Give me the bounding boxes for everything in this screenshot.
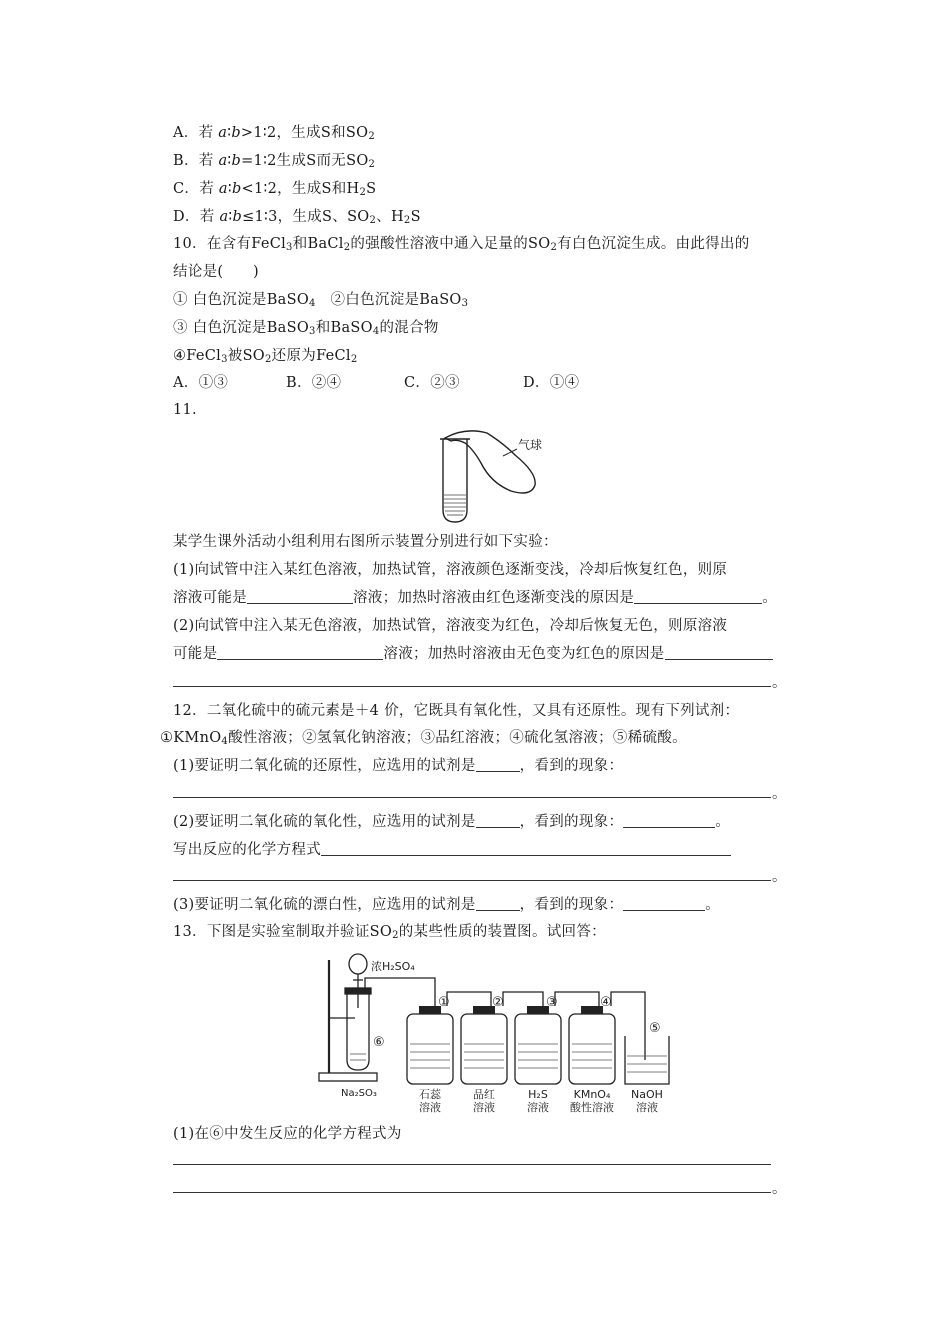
q12-equation-blank[interactable] bbox=[321, 841, 731, 856]
q12-phenomenon-line-1[interactable] bbox=[173, 797, 771, 798]
tube-liquid bbox=[444, 495, 466, 515]
flask-number: ⑥ bbox=[373, 1035, 385, 1050]
q10-option-a: A．①③ bbox=[173, 375, 229, 391]
q12-part2: (2)要证明二氧化硫的氧化性，应选用的试剂是 ，看到的现象： 。 bbox=[173, 814, 731, 830]
bottle-3 bbox=[515, 1014, 561, 1084]
bottle-3-number: ③ bbox=[546, 995, 558, 1010]
beaker-label-2: 溶液 bbox=[636, 1101, 658, 1113]
q10-option-b: B．②④ bbox=[286, 375, 342, 391]
q11-answer-blank-3[interactable] bbox=[217, 645, 383, 660]
q9-option-c: C．若 a∶b<1∶2，生成S和$H_2S$ bbox=[173, 181, 377, 198]
q10-statement-1-2: ① 白色沉淀是BaSO$_4$ ②白色沉淀是BaSO$_3$ bbox=[173, 292, 469, 309]
bottle-2 bbox=[461, 1014, 507, 1084]
q12-reagents: ①KMnO$_4$酸性溶液；②氢氧化钠溶液；③品红溶液；④硫化氢溶液；⑤稀硫酸。 bbox=[160, 730, 687, 747]
bottle-1-label-1: 石蕊 bbox=[419, 1088, 441, 1101]
bottle-4-number: ④ bbox=[600, 995, 612, 1010]
test-tube-outline bbox=[443, 439, 467, 522]
beaker-number: ⑤ bbox=[649, 1021, 661, 1036]
bottle-1-label-2: 溶液 bbox=[419, 1101, 441, 1113]
delivery-tube-2 bbox=[447, 992, 491, 1006]
q11-intro: 某学生课外活动小组利用右图所示装置分别进行如下实验： bbox=[173, 534, 558, 550]
delivery-tube-1 bbox=[365, 978, 435, 1006]
bottle-2-label-2: 溶液 bbox=[473, 1101, 495, 1113]
q11-part2-line1: (2)向试管中注入某无色溶液，加热试管，溶液变为红色，冷却后恢复无色，则原溶液 bbox=[173, 618, 728, 634]
bottle-1 bbox=[407, 1014, 453, 1084]
so2-apparatus-figure bbox=[315, 948, 695, 1113]
separatory-funnel bbox=[349, 954, 367, 974]
q13-stem: 13．下图是实验室制取并验证$SO_2$的某些性质的装置图。试回答： bbox=[173, 924, 606, 941]
bottle-1-number: ① bbox=[438, 995, 450, 1010]
balloon-label: 气球 bbox=[518, 438, 543, 452]
liquid-levels bbox=[350, 1044, 667, 1072]
q10-option-c: C．②③ bbox=[404, 375, 460, 391]
q10-option-d: D．①④ bbox=[523, 375, 580, 391]
q9-option-b: B．若 a∶b=1∶2生成S而无$SO_2$ bbox=[173, 153, 376, 170]
q13-end-mark: 。 bbox=[772, 1181, 787, 1197]
balloon-test-tube-figure bbox=[425, 425, 565, 525]
q12-phenomenon-blank-3[interactable] bbox=[623, 896, 705, 911]
q10-statement-4: ④FeCl$_3$被$SO_2$还原为FeCl$_2$ bbox=[173, 348, 358, 365]
q12-equation: 写出反应的化学方程式 bbox=[173, 840, 731, 860]
q11-answer-blank-2[interactable] bbox=[634, 589, 762, 604]
delivery-tube-5 bbox=[611, 992, 645, 1060]
q12-stem-line1: 12．二氧化硫中的硫元素是＋4 价，它既具有氧化性，又具有还原性。现有下列试剂： bbox=[173, 703, 740, 719]
q13-part1: (1)在⑥中发生反应的化学方程式为 bbox=[173, 1126, 402, 1142]
q12-equation-end: 。 bbox=[772, 869, 787, 885]
beaker bbox=[625, 1036, 669, 1084]
q11-end-mark: 。 bbox=[772, 675, 787, 691]
q11-part1-line2: 溶液可能是 溶液；加热时溶液由红色逐渐变浅的原因是 。 bbox=[173, 590, 778, 606]
delivery-tube-3 bbox=[503, 992, 543, 1006]
q9-option-d: D．若 a∶b≤1∶3，生成S、$SO_2$、$H_2S$ bbox=[173, 209, 421, 226]
q11-answer-blank-1[interactable] bbox=[247, 589, 353, 604]
q9-option-a: A．若 a∶b>1∶2，生成S和$SO_2$ bbox=[173, 125, 376, 142]
bottle-3-label-2: 溶液 bbox=[527, 1101, 549, 1113]
q13-answer-line-2[interactable] bbox=[173, 1192, 771, 1193]
bottle-2-number: ② bbox=[492, 995, 504, 1010]
bottle-2-label-1: 品红 bbox=[473, 1088, 495, 1101]
bottle-4-label-1: KMnO₄ bbox=[573, 1088, 611, 1101]
sodium-sulfite-label: Na₂SO₃ bbox=[341, 1088, 377, 1099]
q12-reagent-blank-1[interactable] bbox=[476, 757, 520, 772]
q12-equation-line-2[interactable] bbox=[173, 880, 771, 881]
bottle-4-label-2: 酸性溶液 bbox=[570, 1101, 614, 1113]
q11-answer-blank-4[interactable] bbox=[665, 645, 773, 660]
stand-base bbox=[319, 1073, 377, 1081]
delivery-tube-4 bbox=[555, 992, 599, 1006]
conc-sulfuric-acid-label: 浓H₂SO₄ bbox=[371, 960, 415, 973]
q11-part1-line1: (1)向试管中注入某红色溶液，加热试管，溶液颜色逐渐变浅，冷却后恢复红色，则原 bbox=[173, 562, 728, 578]
beaker-label-1: NaOH bbox=[631, 1088, 663, 1101]
q11-answer-line[interactable] bbox=[173, 686, 771, 687]
q12-phenomenon-blank-2[interactable] bbox=[623, 813, 715, 828]
q10-stem-line2: 结论是( ) bbox=[173, 264, 259, 280]
tube-stopper bbox=[345, 988, 371, 994]
bottle-4 bbox=[569, 1014, 615, 1084]
q10-statement-3: ③ 白色沉淀是BaSO$_3$和BaSO$_4$的混合物 bbox=[173, 320, 439, 337]
q13-answer-line-1[interactable] bbox=[173, 1164, 771, 1165]
q10-stem-line1: 10．在含有FeCl$_3$和BaCl$_2$的强酸性溶液中通入足量的$SO_2$有白色沉淀生成。由此得出的 bbox=[173, 236, 750, 253]
bottle-3-label-1: H₂S bbox=[528, 1088, 548, 1101]
q12-part1-end: 。 bbox=[772, 786, 787, 802]
q12-reagent-blank-3[interactable] bbox=[476, 896, 520, 911]
q12-reagent-blank-2[interactable] bbox=[476, 813, 520, 828]
q12-part3: (3)要证明二氧化硫的漂白性，应选用的试剂是 ，看到的现象： 。 bbox=[173, 897, 721, 913]
q11-part2-line2: 可能是 溶液；加热时溶液由无色变为红色的原因是 bbox=[173, 644, 773, 664]
q11-number: 11. bbox=[173, 402, 197, 418]
q12-part1: (1)要证明二氧化硫的还原性，应选用的试剂是 ，看到的现象： bbox=[173, 758, 624, 774]
